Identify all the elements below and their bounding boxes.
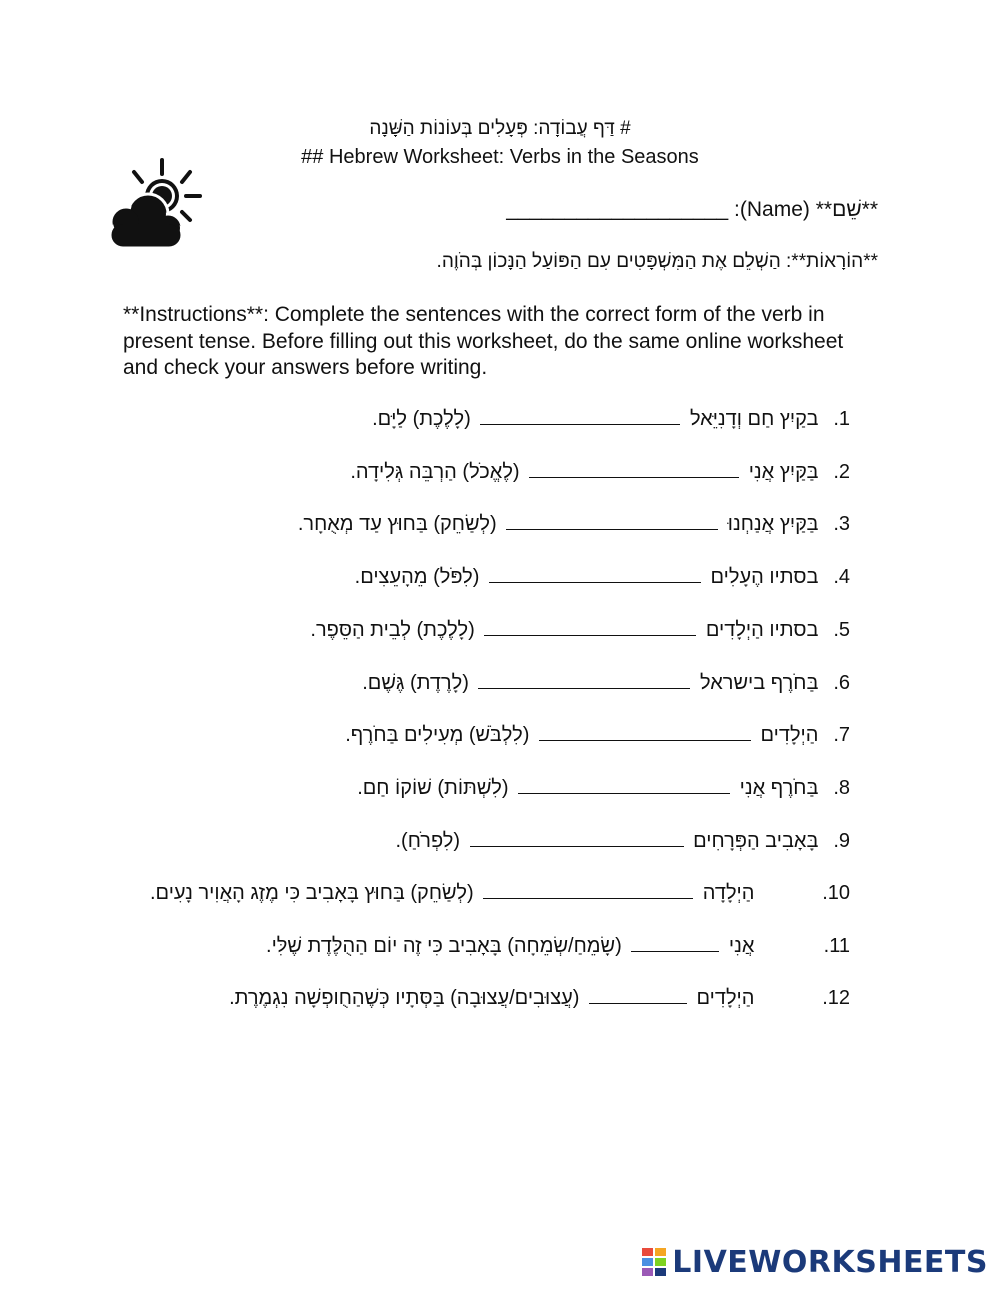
question-number: 2. bbox=[833, 461, 850, 483]
question-text-after: (לָלֶכֶת) לְבֵית הַסֵּפֶר. bbox=[310, 619, 475, 641]
answer-blank[interactable] bbox=[506, 513, 718, 530]
question-text-after: (לֶאֱכֹל) הַרְבֵּה גְּלִידָה. bbox=[350, 461, 520, 483]
question-row bbox=[90, 830, 850, 860]
question-row bbox=[90, 777, 850, 807]
logo-text: LIVEWORKSHEETS bbox=[672, 1244, 988, 1280]
answer-blank[interactable] bbox=[589, 987, 687, 1004]
question-text-after: (לִלְבֹּשׁ) מְעִילִים בַּחֹרֶף. bbox=[345, 724, 530, 746]
answer-blank[interactable] bbox=[631, 935, 719, 952]
question-number: 5. bbox=[833, 619, 850, 641]
question-row bbox=[0, 882, 850, 912]
question-text-after: (לְשַׂחֵק) בַּחוּץ בָּאָבִיב כִּי מֶזֶג הָאֲוִיר נָעִים. bbox=[150, 882, 474, 904]
question-text-before: הַיְלָדִים bbox=[696, 987, 755, 1009]
answer-blank[interactable] bbox=[529, 461, 739, 478]
answer-blank[interactable] bbox=[483, 882, 693, 899]
question-text-before: הַיְלָדִים bbox=[760, 724, 819, 746]
answer-blank[interactable] bbox=[539, 724, 751, 741]
question-row bbox=[90, 566, 850, 596]
question-text-after: (לִפֹּל) מֵהָעֵצִים. bbox=[354, 566, 480, 588]
question-text-after: (לְשַׂחֵק) בַּחוּץ עַד מְאֻחָר. bbox=[297, 513, 497, 535]
question-number: 10. bbox=[822, 882, 850, 904]
liveworksheets-logo bbox=[642, 1242, 988, 1282]
answer-blank[interactable] bbox=[484, 619, 696, 636]
question-row bbox=[0, 987, 850, 1017]
question-row bbox=[0, 935, 850, 965]
question-number: 7. bbox=[833, 724, 850, 746]
question-number: 9. bbox=[833, 830, 850, 852]
question-row bbox=[90, 724, 850, 754]
question-text-after: (עֲצוּבִים/עֲצוּבָה) בַּסְּתָיו כְּשֶׁהַחֻופְשָׁה נִגְמֶרֶת. bbox=[229, 987, 580, 1009]
question-text-before: בָּאָבִיב הַפְּרָחִים bbox=[693, 830, 819, 852]
answer-blank[interactable] bbox=[518, 777, 730, 794]
question-number: 11. bbox=[823, 935, 850, 957]
question-number: 8. bbox=[833, 777, 850, 799]
worksheet-title-english: ## Hebrew Worksheet: Verbs in the Seasons bbox=[301, 146, 699, 168]
question-text-after: (שָׂמֵחַ/שְׂמֵחָה) בָּאָבִיב כִּי זֶה יוֹם הַהֻלֶּדֶת שֶׁלִּי. bbox=[266, 935, 622, 957]
question-text-before: בַּחֹרֶף אֲנִי bbox=[739, 777, 819, 799]
question-row bbox=[90, 619, 850, 649]
question-text-before: הַיְלָדָה bbox=[702, 882, 755, 904]
answer-blank[interactable] bbox=[470, 830, 684, 847]
question-text-after: (לָלֶכֶת) לַיָּם. bbox=[372, 408, 471, 430]
question-text-after: (לָרֶדֶת) גֶּשֶׁם. bbox=[362, 672, 469, 694]
question-text-after: (לִפְרֹחַ). bbox=[395, 830, 461, 852]
instructions-english: **Instructions**: Complete the sentences with the correct form of the verb in present tense. Before filling out this worksheet, do the same online worksheet and check your answers before writing. bbox=[123, 303, 844, 379]
answer-blank[interactable] bbox=[480, 408, 680, 425]
name-field[interactable]: **שֵׁם** (Name): ___________________ bbox=[506, 198, 878, 221]
question-number: 12. bbox=[822, 987, 850, 1009]
instructions-hebrew: **הוֹרָאוֹת**: הַשְׁלֵם אֶת הַמִּשְׁפָּטִים עִם הַפּוֹעַל הַנָּכוֹן בְּהֹוֶה. bbox=[436, 251, 878, 272]
question-text-after: (לִשְׁתּוֹת) שׁוֹקוֹ חַם. bbox=[357, 777, 509, 799]
question-text-before: בַּקַּיִץ אֲנִי bbox=[748, 461, 819, 483]
question-number: 4. bbox=[833, 566, 850, 588]
question-text-before: בקַיִץ חַם וְדָנִיֵּאל bbox=[689, 408, 819, 430]
question-row bbox=[90, 408, 850, 438]
question-row bbox=[90, 672, 850, 702]
question-number: 1. bbox=[833, 408, 850, 430]
question-row bbox=[90, 513, 850, 543]
question-row bbox=[90, 461, 850, 491]
answer-blank[interactable] bbox=[489, 566, 701, 583]
question-text-before: בסתיו הֶעָלִים bbox=[710, 566, 819, 588]
question-text-before: בַּחֹרֶף בישראל bbox=[700, 672, 819, 694]
question-text-before: בַּקַּיִץ אֲנַחְנוּ bbox=[727, 513, 819, 535]
worksheet-title-hebrew: # דַּף עֲבוֹדָה: פְּעָלִים בְּעוֹנוֹת הַשָּׁנָה bbox=[369, 118, 631, 139]
sun-behind-cloud-icon bbox=[96, 156, 206, 252]
question-text-before: אֲנִי bbox=[728, 935, 755, 957]
answer-blank[interactable] bbox=[478, 672, 690, 689]
question-number: 6. bbox=[833, 672, 850, 694]
logo-mark-icon bbox=[642, 1248, 668, 1276]
question-number: 3. bbox=[833, 513, 850, 535]
question-text-before: בסתיו הַיְלָדִים bbox=[705, 619, 819, 641]
